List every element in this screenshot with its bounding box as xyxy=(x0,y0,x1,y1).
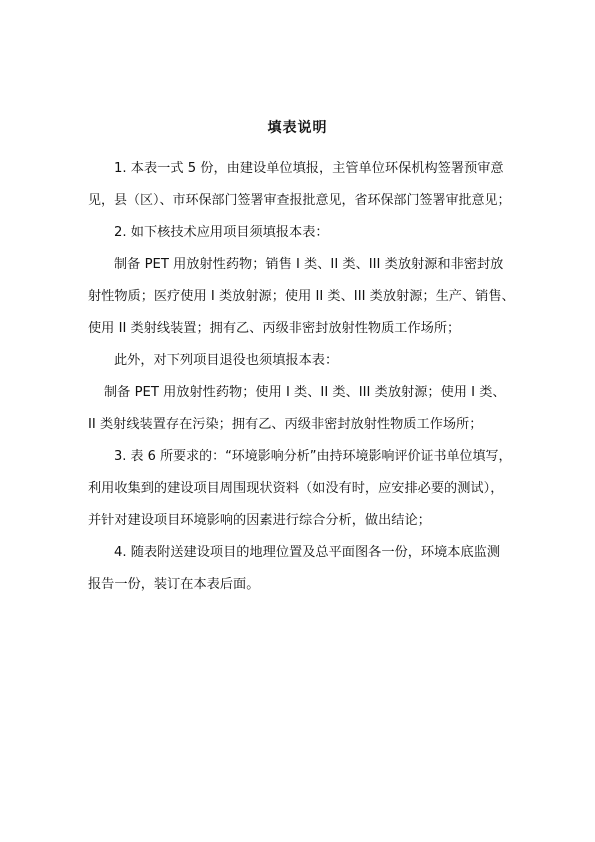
paragraph-line: 3. 表 6 所要求的：“环境影响分析”由持环境影响评价证书单位填写， xyxy=(114,449,512,464)
paragraph-line: 4. 随表附送建设项目的地理位置及总平面图各一份，环境本底监测 xyxy=(114,545,501,560)
paragraph-line: 1. 本表一式 5 份，由建设单位填报，主管单位环保机构签署预审意 xyxy=(114,161,504,176)
paragraph-line: 并针对建设项目环境影响的因素进行综合分析，做出结论； xyxy=(88,513,431,528)
paragraph-line: 利用收集到的建设项目周围现状资料（如没有时，应安排必要的测试）， xyxy=(88,481,504,496)
paragraph-line: 此外，对下列项目退役也须填报本表： xyxy=(114,353,339,368)
paragraph-line: 2. 如下核技术应用项目须填报本表： xyxy=(114,225,329,240)
paragraph-line: 见，县（区）、市环保部门签署审查报批意见，省环保部门签署审批意见； xyxy=(88,193,511,208)
paragraph-line: 射性物质；医疗使用 I 类放射源；使用 II 类、III 类放射源；生产、销售、 xyxy=(88,289,515,304)
paragraph-line: 制备 PET 用放射性药物；销售 I 类、II 类、III 类放射源和非密封放 xyxy=(114,257,504,272)
paragraph-line: 使用 II 类射线装置；拥有乙、丙级非密封放射性物质工作场所； xyxy=(88,321,461,336)
paragraph-line: 报告一份，装订在本表后面。 xyxy=(88,577,260,592)
paragraph-line: 制备 PET 用放射性药物；使用 I 类、II 类、III 类放射源；使用 I 类、 xyxy=(104,385,506,400)
paragraph-line: II 类射线装置存在污染；拥有乙、丙级非密封放射性物质工作场所； xyxy=(88,417,483,432)
page-title: 填表说明 xyxy=(267,120,328,136)
